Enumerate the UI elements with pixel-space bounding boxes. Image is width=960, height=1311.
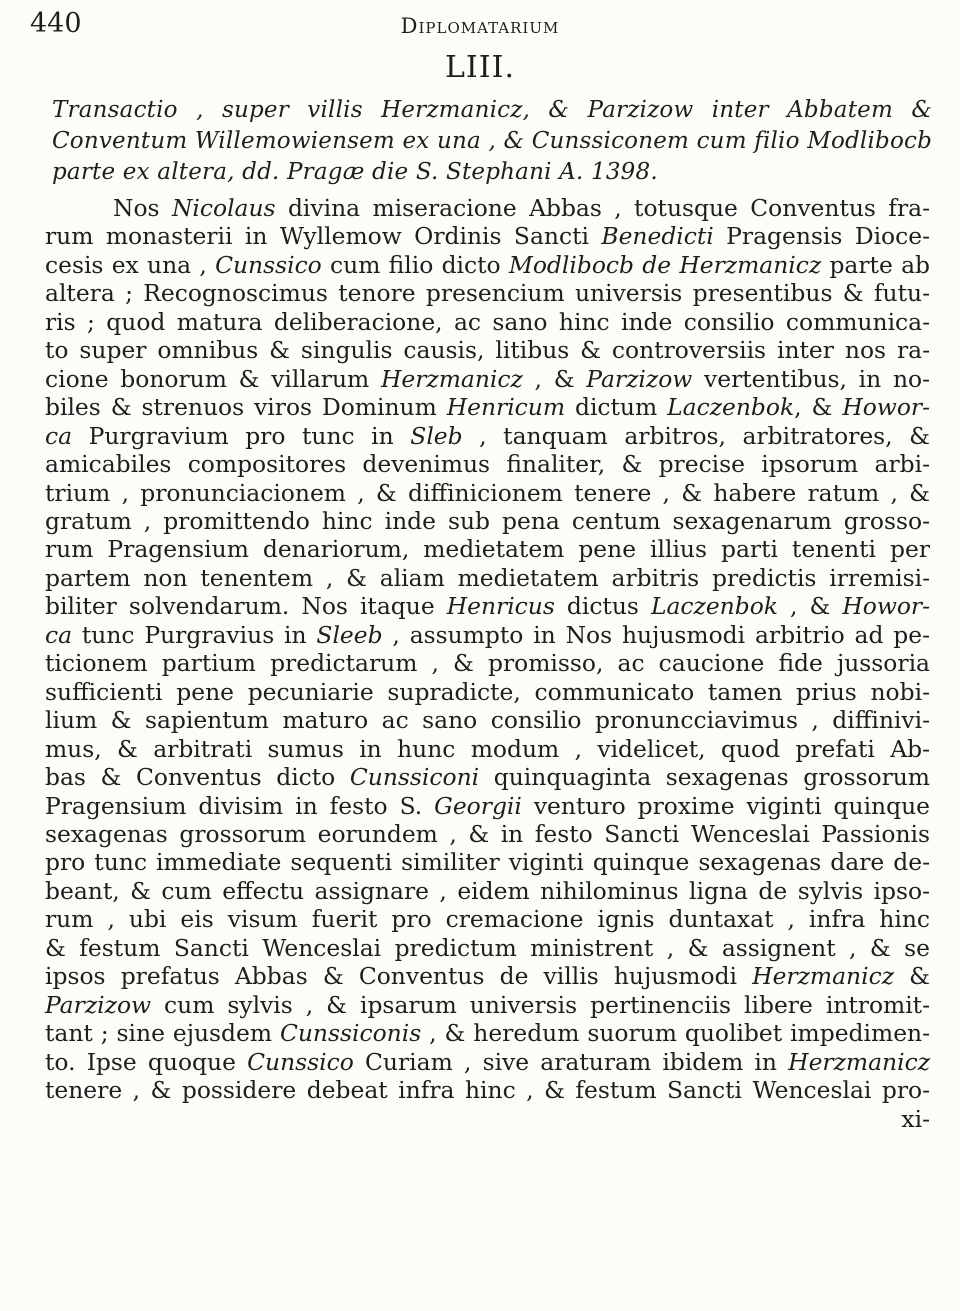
text-line bbox=[45, 194, 930, 222]
text-segment: bas & Conventus dicto bbox=[45, 763, 350, 792]
text-segment: tenere , & possidere debeat infra hinc , & festum Sancti Wenceslai pro- bbox=[45, 1076, 930, 1105]
heading-line bbox=[52, 157, 932, 188]
text-line bbox=[45, 1019, 930, 1047]
text-segment: sufficienti pene pecuniarie supradicte, communicato tamen prius nobi- bbox=[45, 677, 930, 706]
heading-line bbox=[52, 95, 932, 126]
italic-text: Transactio , super villis Herzmanicz, & Parzizow inter Abbatem & bbox=[52, 97, 932, 123]
text-segment: lium & sapientum maturo ac sano consilio pronuncciavimus , diffinivi- bbox=[45, 706, 930, 735]
text-line bbox=[45, 308, 930, 336]
text-line bbox=[45, 848, 930, 876]
text-line bbox=[45, 934, 930, 962]
text-segment: ris ; quod matura deliberacione, ac sano hinc inde consilio communica- bbox=[45, 307, 930, 336]
italic-text: Henricus bbox=[446, 592, 555, 621]
text-line bbox=[45, 1076, 930, 1104]
text-line bbox=[45, 535, 930, 563]
text-segment: dictus bbox=[554, 592, 651, 621]
text-segment: vertentibus, in no- bbox=[692, 364, 930, 393]
text-segment: cesis ex una , bbox=[45, 250, 216, 279]
text-line bbox=[45, 792, 930, 820]
italic-text: Herzmanicz bbox=[788, 1047, 931, 1076]
text-line bbox=[45, 991, 930, 1019]
text-segment: beant, & cum effectu assignare , eidem nihilominus ligna de sylvis ipso- bbox=[45, 876, 930, 905]
text-segment: to. Ipse quoque bbox=[45, 1047, 248, 1076]
text-segment: trium , pronunciacionem , & diffinicionem tenere , & habere ratum , & bbox=[45, 478, 930, 507]
text-segment: ipsos prefatus Abbas & Conventus de villis hujusmodi bbox=[45, 962, 753, 991]
text-segment: amicabiles compositores devenimus finaliter, & precise ipsorum arbi- bbox=[45, 450, 930, 479]
text-line bbox=[45, 479, 930, 507]
text-segment: mus, & arbitrati sumus in hunc modum , videlicet, quod prefati Ab- bbox=[45, 734, 930, 763]
text-line bbox=[45, 564, 930, 592]
text-segment: ticionem partium predictarum , & promisso, ac caucione fide jussoria bbox=[45, 649, 930, 678]
text-segment: quinquaginta sexagenas grossorum bbox=[479, 763, 930, 792]
text-segment: , & bbox=[522, 364, 587, 393]
text-line bbox=[45, 763, 930, 791]
italic-text: Sleeb bbox=[316, 620, 383, 649]
text-segment: parte ab bbox=[821, 250, 930, 279]
text-line bbox=[45, 336, 930, 364]
text-segment: Pragensis Dioce- bbox=[713, 222, 930, 251]
text-segment: cum sylvis , & ipsarum universis pertinenciis libere intromit- bbox=[151, 990, 930, 1019]
text-segment: cione bonorum & villarum bbox=[45, 364, 381, 393]
italic-text: Herzmanicz bbox=[752, 962, 895, 991]
text-line bbox=[45, 621, 930, 649]
text-segment: altera ; Recognoscimus tenore presencium universis presentibus & futu- bbox=[45, 279, 930, 308]
text-segment: sexagenas grossorum eorundem , & in festo Sancti Wenceslai Passionis bbox=[45, 819, 930, 848]
italic-text: Conventum Willemowiensem ex una , & Cunssiconem cum filio Modlibocb bbox=[52, 128, 932, 154]
text-line bbox=[45, 649, 930, 677]
text-segment: cum filio dicto bbox=[321, 250, 509, 279]
text-line bbox=[45, 1048, 930, 1076]
catchword: xi- bbox=[901, 1104, 930, 1133]
italic-text: Howor- bbox=[842, 393, 930, 422]
italic-text: Parzizow bbox=[45, 990, 152, 1019]
text-segment: rum , ubi eis visum fuerit pro cremacione ignis duntaxat , infra hinc bbox=[45, 905, 930, 934]
italic-text: Sleb bbox=[410, 421, 463, 450]
text-segment: Curiam , sive araturam ibidem in bbox=[353, 1047, 789, 1076]
text-segment: , & heredum suorum quolibet impedimen- bbox=[421, 1019, 931, 1048]
text-segment: to super omnibus & singulis causis, litibus & controversiis inter nos ra- bbox=[45, 336, 930, 365]
text-line bbox=[45, 279, 930, 307]
text-line bbox=[45, 422, 930, 450]
running-header bbox=[30, 8, 930, 48]
text-line bbox=[45, 877, 930, 905]
italic-text: Cunssico bbox=[247, 1047, 354, 1076]
text-segment: & festum Sancti Wenceslai predictum ministrent , & assignent , & se bbox=[45, 933, 930, 962]
text-segment: Pragensium divisim in festo S. bbox=[45, 791, 435, 820]
text-segment: pro tunc immediate sequenti similiter viginti quinque sexagenas dare de- bbox=[45, 848, 930, 877]
text-segment: 1398. bbox=[583, 159, 658, 185]
text-segment: , & bbox=[794, 393, 843, 422]
italic-text: Henricum bbox=[446, 393, 566, 422]
document-number: LIII. bbox=[444, 50, 515, 85]
text-segment: gratum , promittendo hinc inde sub pena centum sexagenarum grosso- bbox=[45, 506, 930, 535]
running-title: Diplomatarium bbox=[400, 14, 560, 38]
italic-text: ca bbox=[45, 421, 73, 450]
text-segment: , tanquam arbitros, arbitratores, & bbox=[462, 421, 930, 450]
text-line bbox=[45, 507, 930, 535]
text-segment: Purgravium pro tunc in bbox=[72, 421, 411, 450]
text-segment: biles & strenuos viros Dominum bbox=[45, 393, 447, 422]
italic-text: Cunssiconis bbox=[279, 1019, 422, 1048]
text-segment: , & bbox=[777, 592, 843, 621]
heading-line bbox=[52, 126, 932, 157]
text-line bbox=[45, 962, 930, 990]
text-segment: rum monasterii in Wyllemow Ordinis Sancti bbox=[45, 222, 602, 251]
text-line bbox=[45, 592, 930, 620]
text-segment: partem non tenentem , & aliam medietatem arbitris predictis irremisi- bbox=[45, 563, 930, 592]
italic-text: Cunssiconi bbox=[349, 763, 480, 792]
text-line bbox=[45, 820, 930, 848]
text-segment: divina miseracione Abbas , totusque Conventus fra- bbox=[275, 194, 930, 222]
text-segment: , assumpto in Nos hujusmodi arbitrio ad pe- bbox=[382, 620, 930, 649]
text-segment: & bbox=[894, 962, 930, 991]
italic-text: parte ex altera, dd. Pragæ die S. Stephani A. bbox=[52, 159, 584, 185]
text-line bbox=[45, 450, 930, 478]
italic-text: Benedicti bbox=[601, 222, 714, 251]
text-segment: tunc Purgravius in bbox=[72, 620, 317, 649]
text-line bbox=[45, 735, 930, 763]
page-number: 440 bbox=[30, 8, 82, 39]
text-segment: rum Pragensium denariorum, medietatem pene illius parti tenenti per bbox=[45, 535, 930, 564]
text-segment: dictum bbox=[565, 393, 668, 422]
italic-text: Georgii bbox=[434, 791, 522, 820]
italic-text: Cunssico bbox=[215, 250, 322, 279]
text-segment: Nos bbox=[113, 194, 172, 222]
italic-text: Parzizow bbox=[586, 364, 693, 393]
document-body bbox=[45, 194, 930, 1133]
text-line bbox=[45, 678, 930, 706]
text-line bbox=[45, 222, 930, 250]
italic-text: Howor- bbox=[842, 592, 931, 621]
text-segment: biliter solvendarum. Nos itaque bbox=[45, 592, 447, 621]
document-summary bbox=[52, 95, 932, 188]
italic-text: Nicolaus bbox=[171, 194, 276, 222]
text-segment: tant ; sine ejusdem bbox=[45, 1019, 280, 1048]
italic-text: Laczenbok bbox=[650, 592, 778, 621]
text-line bbox=[45, 905, 930, 933]
italic-text: Laczenbok bbox=[667, 393, 795, 422]
text-line bbox=[45, 365, 930, 393]
italic-text: ca bbox=[45, 620, 73, 649]
italic-text: Modlibocb de Herzmanicz bbox=[508, 250, 822, 279]
italic-text: Herzmanicz bbox=[380, 364, 523, 393]
text-line bbox=[45, 706, 930, 734]
text-line bbox=[45, 251, 930, 279]
text-line bbox=[45, 393, 930, 421]
text-segment: venturo proxime viginti quinque bbox=[521, 791, 930, 820]
